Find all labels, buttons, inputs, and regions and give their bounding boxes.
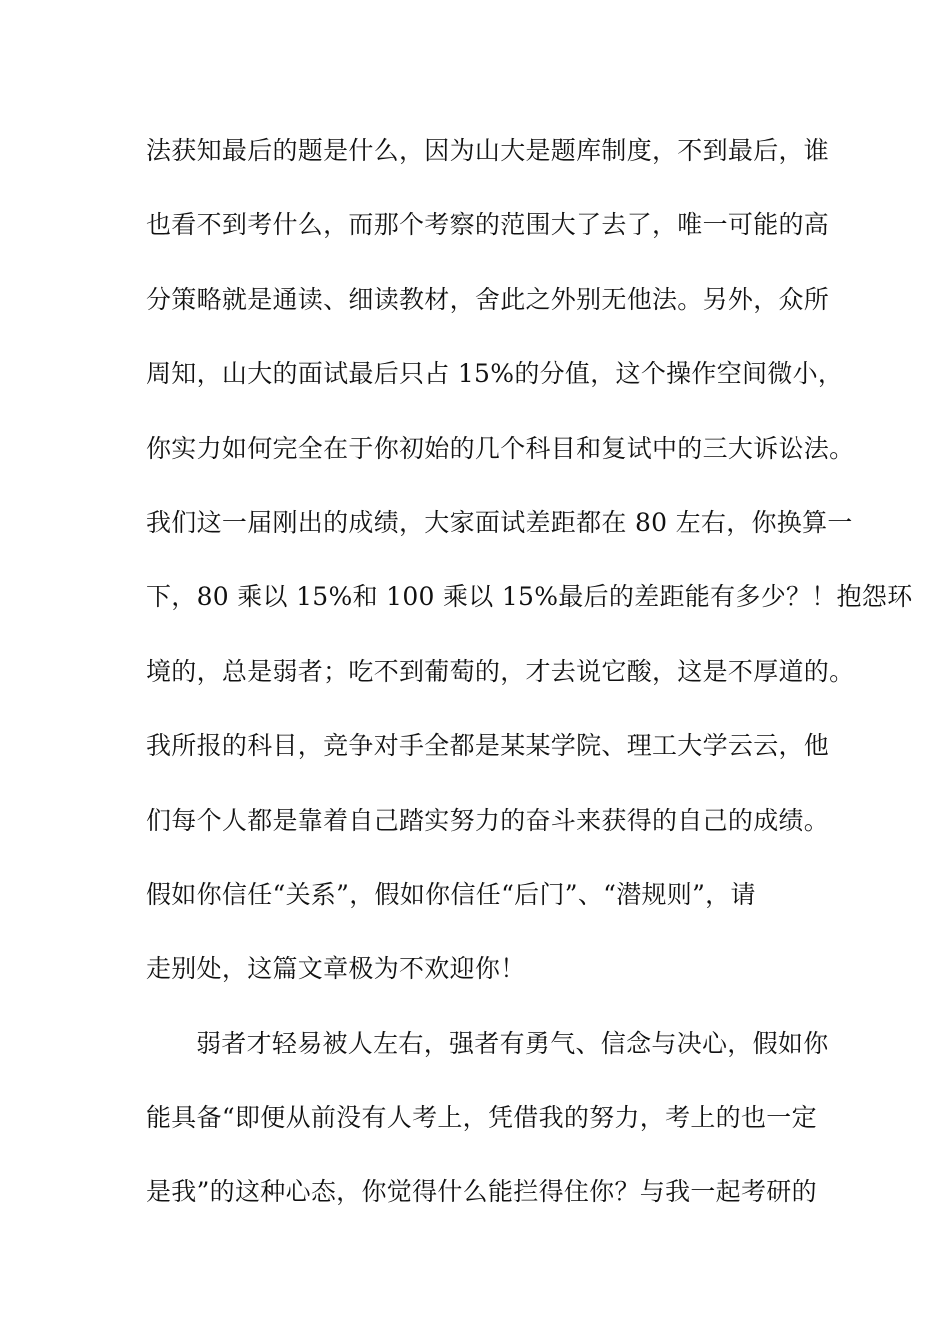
body-text (146, 127, 913, 1243)
text-line: 能具备“即便从前没有人考上，凭借我的努力，考上的也一定 (146, 1103, 817, 1133)
text-line: 下，80 乘以 15%和 100 乘以 15%最后的差距能有多少？！抱怨环 (146, 582, 913, 612)
text-line: 你实力如何完全在于你初始的几个科目和复试中的三大诉讼法。 (146, 433, 855, 463)
text-line: 我们这一届刚出的成绩，大家面试差距都在 80 左右，你换算一 (146, 507, 853, 537)
text-line: 是我”的这种心态，你觉得什么能拦得住你？与我一起考研的 (146, 1177, 817, 1207)
text-line: 我所报的科目，竞争对手全都是某某学院、理工大学云云，他 (146, 731, 830, 761)
text-line: 分策略就是通读、细读教材，舍此之外别无他法。另外，众所 (146, 284, 830, 314)
text-line: 们每个人都是靠着自己踏实努力的奋斗来获得的自己的成绩。 (146, 805, 830, 835)
text-line: 法获知最后的题是什么，因为山大是题库制度，不到最后，谁 (146, 136, 830, 165)
text-line: 也看不到考什么，而那个考察的范围大了去了，唯一可能的高 (146, 210, 830, 240)
text-line: 境的，总是弱者；吃不到葡萄的，才去说它酸，这是不厚道的。 (146, 656, 855, 686)
paragraph-first-line: 弱者才轻易被人左右，强者有勇气、信念与决心，假如你 (196, 1028, 829, 1058)
text-line: 走别处，这篇文章极为不欢迎你！ (146, 954, 526, 984)
text-line: 假如你信任“关系”，假如你信任“后门”、“潜规则”，请 (146, 879, 756, 909)
text-line: 周知，山大的面试最后只占 15%的分值，这个操作空间微小， (146, 359, 844, 389)
